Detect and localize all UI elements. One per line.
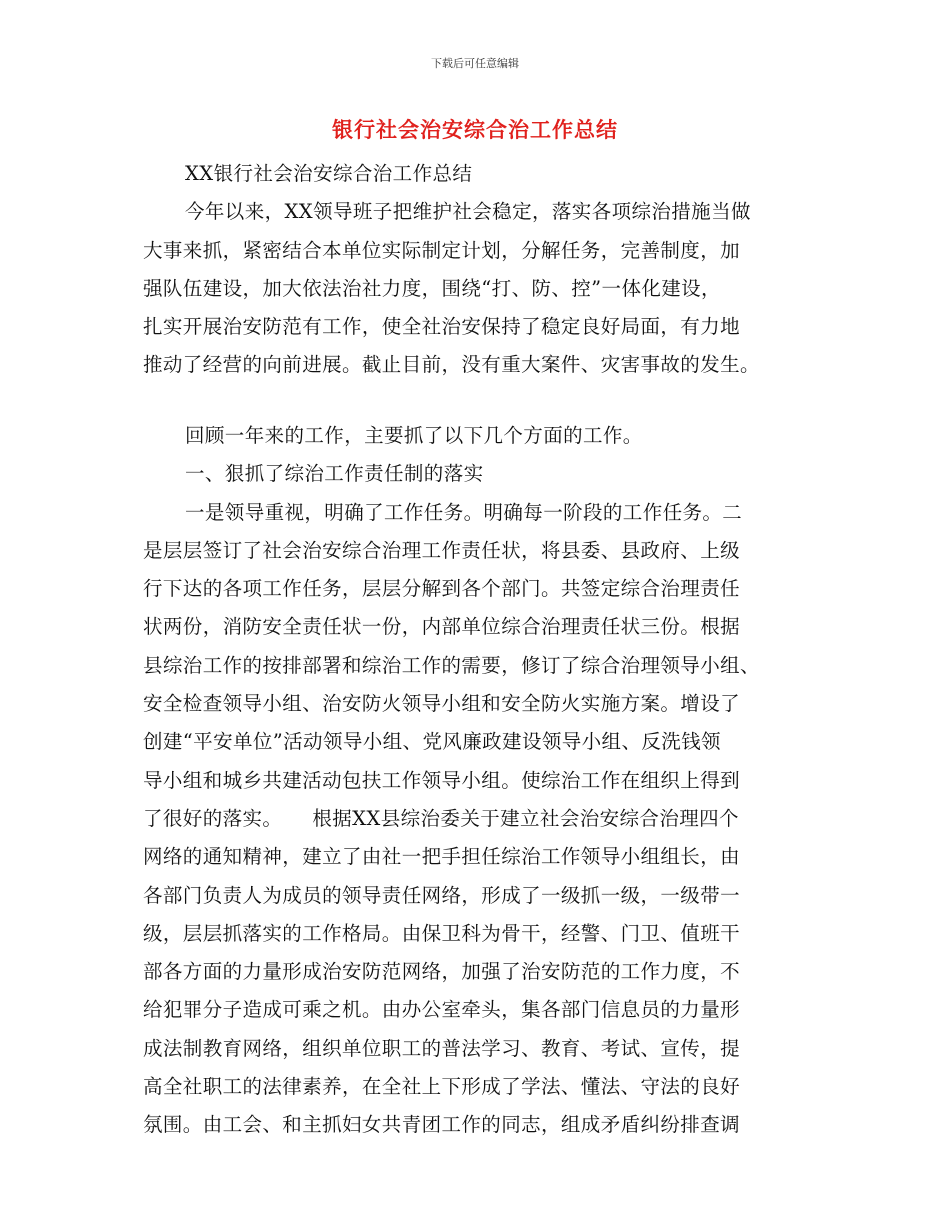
paragraph-line: 成法制教育网络，组织单位职工的普法学习、教育、考试、宣传，提 <box>143 1036 741 1060</box>
paragraph-line: 给犯罪分子造成可乘之机。由办公室牵头，集各部门信息员的力量形 <box>143 998 741 1022</box>
document-title: 银行社会治安综合治工作总结 <box>332 118 618 142</box>
body-paragraphs <box>143 417 805 1145</box>
header-note: 下载后可任意编辑 <box>431 57 519 70</box>
paragraph-line: 推动了经营的向前进展。截止目前，没有重大案件、灾害事故的发生。 <box>143 353 760 377</box>
subtitle-line: XX银行社会治安综合治工作总结 <box>185 162 473 185</box>
paragraph-line: 县综治工作的按排部署和综治工作的需要，修订了综合治理领导小组、 <box>143 653 760 677</box>
paragraph-line: 大事来抓，紧密结合本单位实际制定计划，分解任务，完善制度，加 <box>143 238 741 262</box>
paragraph-line: 创建“平安单位”活动领导小组、党风廉政建设领导小组、反洗钱领 <box>143 730 721 754</box>
paragraph-line: 网络的通知精神，建立了由社一把手担任综治工作领导小组组长，由 <box>143 845 741 869</box>
paragraph-line: 部各方面的力量形成治安防范网络，加强了治安防范的工作力度，不 <box>143 960 741 984</box>
paragraph-line: 强队伍建设，加大依法治社力度，围绕“打、防、控”一体化建设， <box>143 276 721 300</box>
paragraph-line: 回顾一年来的工作，主要抓了以下几个方面的工作。 <box>185 424 643 447</box>
paragraph-line: 级，层层抓落实的工作格局。由保卫科为骨干，经警、门卫、值班干 <box>143 921 741 945</box>
intro-paragraphs <box>143 155 805 385</box>
paragraph-line: 扎实开展治安防范有工作，使全社治安保持了稳定良好局面，有力地 <box>143 315 741 339</box>
paragraph-line: 一是领导重视，明确了工作任务。明确每一阶段的工作任务。二 <box>185 500 743 524</box>
paragraph-line: 今年以来，XX领导班子把维护社会稳定，落实各项综治措施当做 <box>185 200 751 224</box>
paragraph-line: 各部门负责人为成员的领导责任网络，形成了一级抓一级，一级带一 <box>143 883 741 907</box>
paragraph-line: 状两份，消防安全责任状一份，内部单位综合治理责任状三份。根据 <box>143 615 741 639</box>
paragraph-line: 安全检查领导小组、治安防火领导小组和安全防火实施方案。增设了 <box>143 692 741 716</box>
paragraph-line: 是层层签订了社会治安综合治理工作责任状，将县委、县政府、上级 <box>143 538 741 562</box>
paragraph-line: 高全社职工的法律素养，在全社上下形成了学法、懂法、守法的良好 <box>143 1075 741 1099</box>
section-heading: 一、狠抓了综治工作责任制的落实 <box>185 462 484 486</box>
paragraph-line: 了很好的落实。 根据XX县综治委关于建立社会治安综合治理四个 <box>143 806 739 830</box>
paragraph-line: 行下达的各项工作任务，层层分解到各个部门。共签定综合治理责任 <box>143 577 741 601</box>
paragraph-line: 氛围。由工会、和主抓妇女共青团工作的同志，组成矛盾纠纷排查调 <box>143 1113 741 1137</box>
paragraph-line: 导小组和城乡共建活动包扶工作领导小组。使综治工作在组织上得到 <box>143 768 741 792</box>
